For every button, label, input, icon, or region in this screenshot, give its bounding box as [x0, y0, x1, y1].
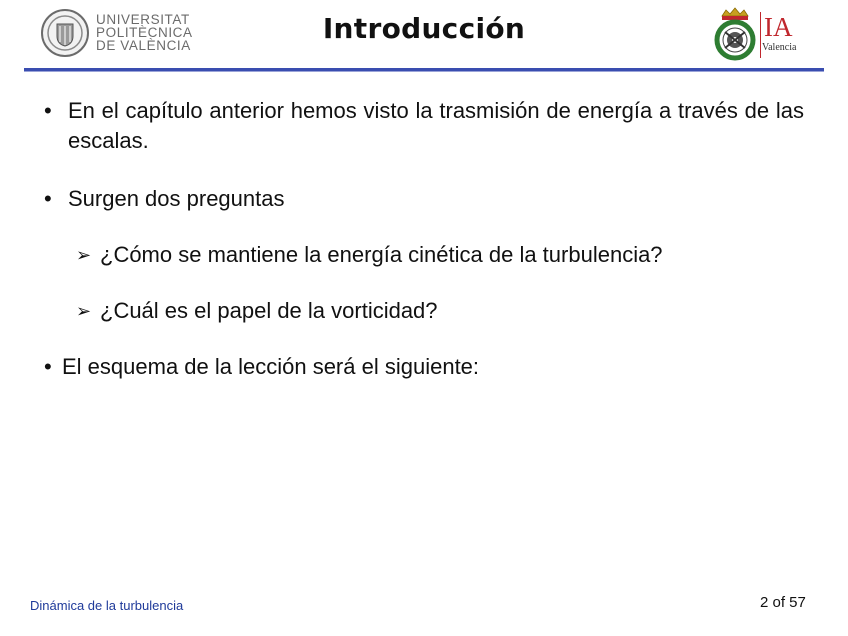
ia-logo-text: IA [764, 12, 793, 42]
bullet-item [44, 352, 804, 382]
sub-bullet-item [44, 296, 804, 326]
university-name-line-3: DE VALÈNCIA [96, 38, 191, 53]
sub-bullet-text: ¿Cómo se mantiene la energía cinética de la turbulencia? [100, 242, 663, 267]
bullet-item [44, 184, 804, 214]
page-indicator: 2 of 57 [760, 594, 806, 611]
bullet-marker: • [44, 354, 52, 379]
university-name-line-2: POLITÈCNICA [96, 25, 193, 40]
arrow-bullet-icon: ➢ [76, 301, 92, 321]
sub-bullet-text: ¿Cuál es el papel de la vorticidad? [100, 298, 438, 323]
bullet-text: En el capítulo anterior hemos visto la trasmisión de energía a través de las escalas. [68, 98, 804, 153]
footer-course-title: Dinámica de la turbulencia [30, 598, 184, 613]
university-name-line-1: UNIVERSITAT [96, 12, 190, 27]
bullet-item [44, 96, 804, 156]
slide-body [44, 96, 804, 382]
sub-bullet-item [44, 240, 804, 270]
header-divider-shadow [24, 71, 824, 72]
ia-valencia-logo [710, 6, 810, 62]
bullet-text: El esquema de la lección será el siguiente: [62, 354, 480, 379]
logo-divider [760, 12, 761, 58]
crest-icon [710, 6, 760, 62]
arrow-bullet-icon: ➢ [76, 245, 92, 265]
bullet-marker: • [44, 98, 52, 123]
slide-title: Introducción [322, 12, 526, 45]
bullet-marker: • [44, 186, 52, 211]
ia-logo-subtext: Valencia [762, 42, 797, 53]
bullet-text: Surgen dos preguntas [68, 186, 285, 211]
